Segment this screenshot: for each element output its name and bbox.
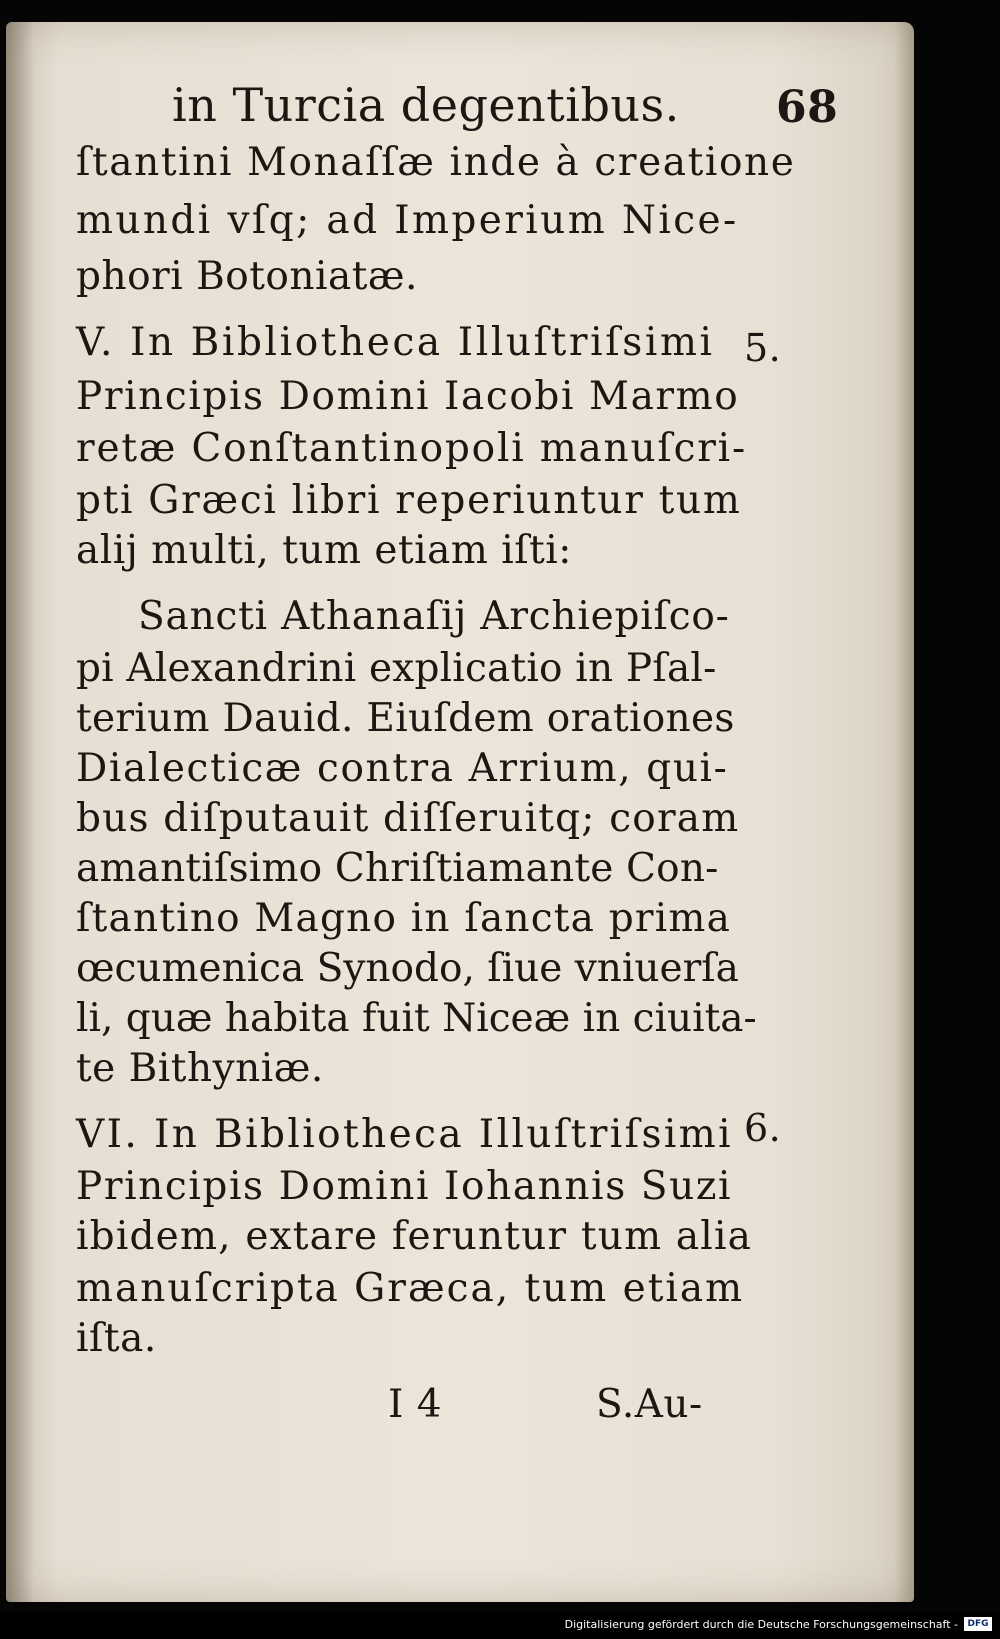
text-line-6: retæ Conſtantinopoli manuſcri-	[76, 426, 747, 471]
text-line-11: terium Dauid. Eiuſdem orationes	[76, 696, 735, 741]
text-line-8: alij multi, tum etiam iſti:	[76, 528, 572, 573]
marginal-number-5: 5.	[744, 326, 782, 370]
text-line-12: Dialecticæ contra Arrium, qui-	[76, 746, 729, 791]
page-number: 68	[776, 82, 839, 133]
text-line-14: amantiſsimo Chriſtiamante Con-	[76, 846, 719, 891]
text-line-23: iſta.	[76, 1316, 157, 1361]
digitization-notice: Digitalisierung gefördert durch die Deutsche Forschungsgemeinschaft -	[564, 1618, 958, 1631]
text-line-21: ibidem, extare feruntur tum alia	[76, 1214, 753, 1259]
text-line-7: pti Græci libri reperiuntur tum	[76, 478, 742, 523]
text-line-1: ſtantini Monaſſæ inde à creatione	[76, 140, 796, 185]
text-line-19: VI. In Bibliotheca Illuſtriſsimi	[76, 1112, 734, 1157]
catchword: S.Au-	[596, 1382, 703, 1427]
book-page	[6, 22, 914, 1602]
text-line-18: te Bithyniæ.	[76, 1046, 324, 1091]
digitization-footer	[0, 1612, 1000, 1639]
page-edge-shadow	[894, 22, 914, 1602]
running-title: in Turcia degentibus.	[172, 78, 680, 132]
text-line-17: li, quæ habita fuit Niceæ in ciuita-	[76, 996, 757, 1041]
text-line-10: pi Alexandrini explicatio in Pſal-	[76, 646, 717, 691]
dfg-logo-icon: DFG	[964, 1617, 992, 1631]
text-line-3: phori Botoniatæ.	[76, 254, 418, 299]
text-line-4: V. In Bibliotheca Illuſtriſsimi	[76, 320, 715, 365]
text-line-2: mundi vſq; ad Imperium Nice-	[76, 198, 739, 243]
text-line-9: Sancti Athanaſij Archiepiſco-	[138, 594, 730, 639]
text-line-22: manuſcripta Græca, tum etiam	[76, 1266, 745, 1311]
text-line-15: ſtantino Magno in ſancta prima	[76, 896, 732, 941]
text-line-20: Principis Domini Iohannis Suzi	[76, 1164, 733, 1209]
signature-mark: I 4	[388, 1382, 443, 1427]
text-line-16: œcumenica Synodo, ſiue vniuerſa	[76, 946, 739, 991]
text-line-13: bus diſputauit diſſeruitq; coram	[76, 796, 740, 841]
text-line-5: Principis Domini Iacobi Marmo	[76, 374, 740, 419]
marginal-number-6: 6.	[744, 1106, 782, 1150]
page-gutter-shadow	[6, 22, 34, 1602]
